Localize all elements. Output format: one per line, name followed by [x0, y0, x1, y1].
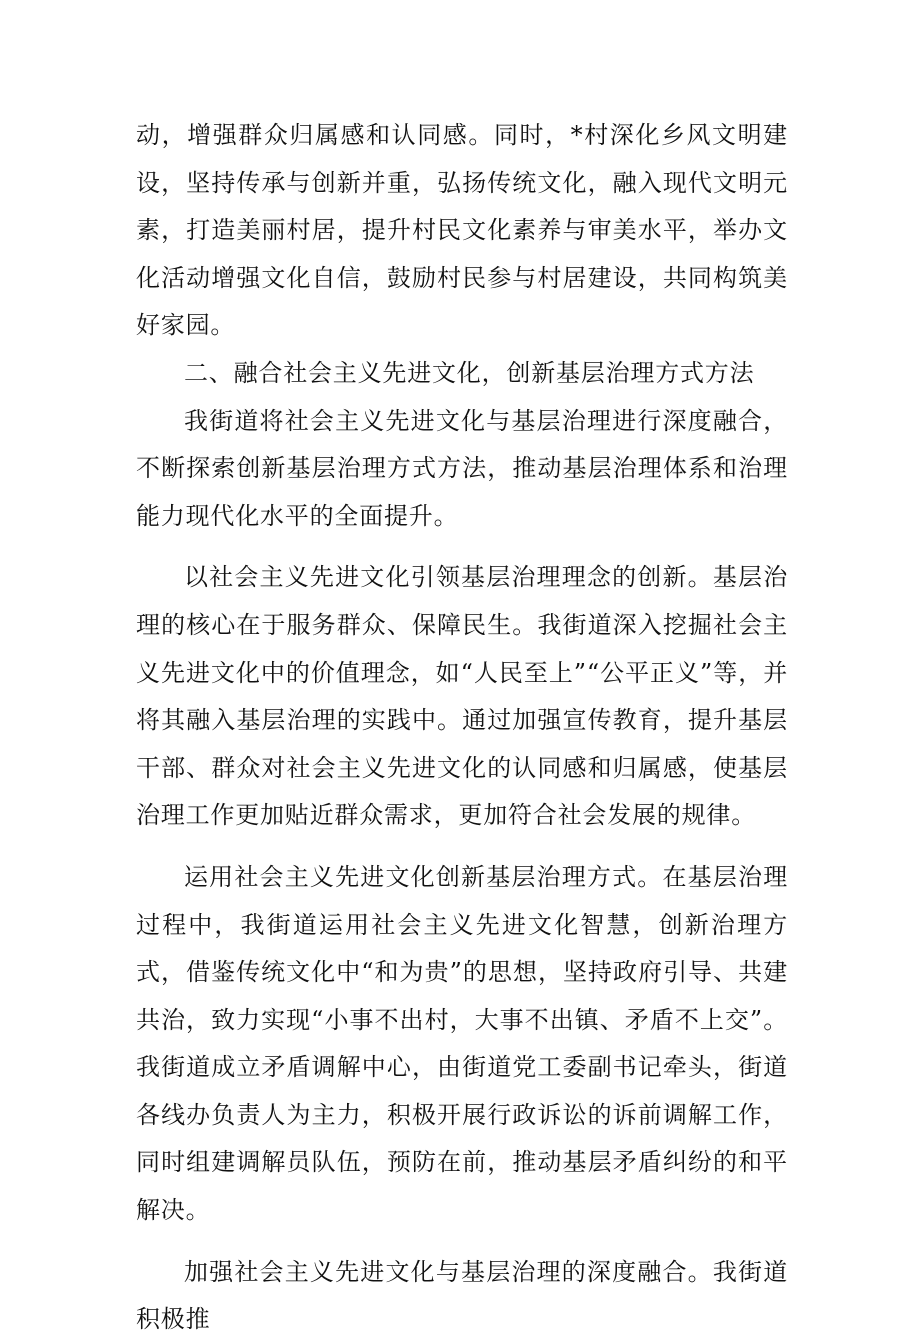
document-body — [136, 112, 788, 1344]
section-heading: 二、融合社会主义先进文化，创新基层治理方式方法 — [184, 358, 755, 387]
paragraph-continuation: 动，增强群众归属感和认同感。同时，*村深化乡风文明建设，坚持传承与创新并重，弘扬传统文化，融入现代文明元素，打造美丽村居，提升村民文化素养与审美水平，举办文化活动增强文化自信，鼓励村民参与村居建设，共同构筑美好家园。 — [136, 121, 788, 340]
paragraph-integration: 加强社会主义先进文化与基层治理的深度融合。我街道积极推 — [136, 1257, 788, 1334]
paragraph-intro: 我街道将社会主义先进文化与基层治理进行深度融合，不断探索创新基层治理方式方法，推动基层治理体系和治理能力现代化水平的全面提升。 — [136, 406, 788, 530]
paragraph-method: 运用社会主义先进文化创新基层治理方式。在基层治理过程中，我街道运用社会主义先进文化智慧，创新治理方式，借鉴传统文化中“和为贵”的思想，坚持政府引导、共建共治，致力实现“小事不出村，大事不出镇、矛盾不上交”。我街道成立矛盾调解中心，由街道党工委副书记牵头，街道各线办负责人为主力，积极开展行政诉讼的诉前调解工作，同时组建调解员队伍，预防在前，推动基层矛盾纠纷的和平解决。 — [136, 862, 788, 1225]
paragraph-concept: 以社会主义先进文化引领基层治理理念的创新。基层治理的核心在于服务群众、保障民生。我街道深入挖掘社会主义先进文化中的价值理念，如“人民至上”“公平正义”等，并将其融入基层治理的实践中。通过加强宣传教育，提升基层干部、群众对社会主义先进文化的认同感和归属感，使基层治理工作更加贴近群众需求，更加符合社会发展的规律。 — [136, 563, 788, 830]
